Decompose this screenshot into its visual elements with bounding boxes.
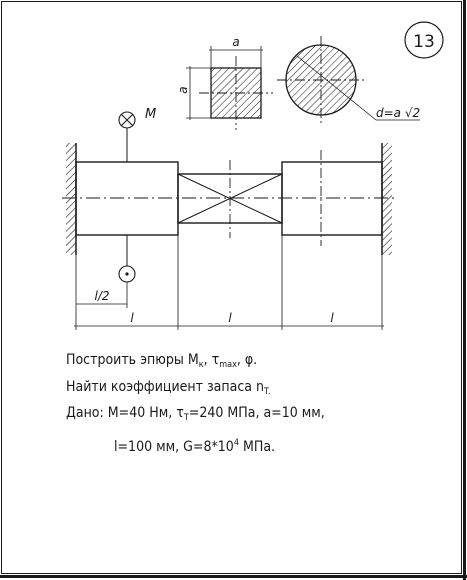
- diameter-label: d=a √2: [376, 106, 421, 120]
- circular-cross-section: [277, 36, 420, 124]
- square-side-label-left: a: [176, 86, 190, 94]
- moment-label: M: [145, 107, 157, 122]
- problem-number-badge: [405, 22, 443, 58]
- length-label-3: l: [330, 311, 334, 325]
- half-length-dimension: [76, 282, 127, 308]
- task-line-4: l=100 мм, $G=8*10^4$ МПа.: [114, 438, 276, 455]
- length-label-2: l: [228, 311, 232, 325]
- length-label-1: l: [130, 311, 134, 325]
- task-line-2: Найти коэффициент запаса $n_{T.}$: [66, 379, 271, 397]
- half-length-label: l/2: [94, 289, 110, 303]
- shaft-segment-left-circular: [76, 162, 178, 235]
- task-line-1: Построить эпюры $M_к$, $\tau_{max}$, φ.: [66, 352, 258, 370]
- shaft-segment-right-circular: [282, 162, 382, 235]
- square-cross-section: [176, 35, 273, 130]
- applied-moment-symbol: [119, 107, 156, 162]
- right-fixed-wall: [382, 143, 392, 255]
- square-side-label-top: a: [232, 35, 240, 49]
- opposite-moment-symbol: [119, 235, 135, 282]
- left-fixed-wall: [66, 143, 76, 255]
- length-dimensions: [74, 235, 384, 330]
- problem-number: 13: [413, 32, 435, 52]
- task-line-3: Дано: M=40 Нм, $\tau_T=240$ МПа, a=10 мм,: [66, 405, 325, 423]
